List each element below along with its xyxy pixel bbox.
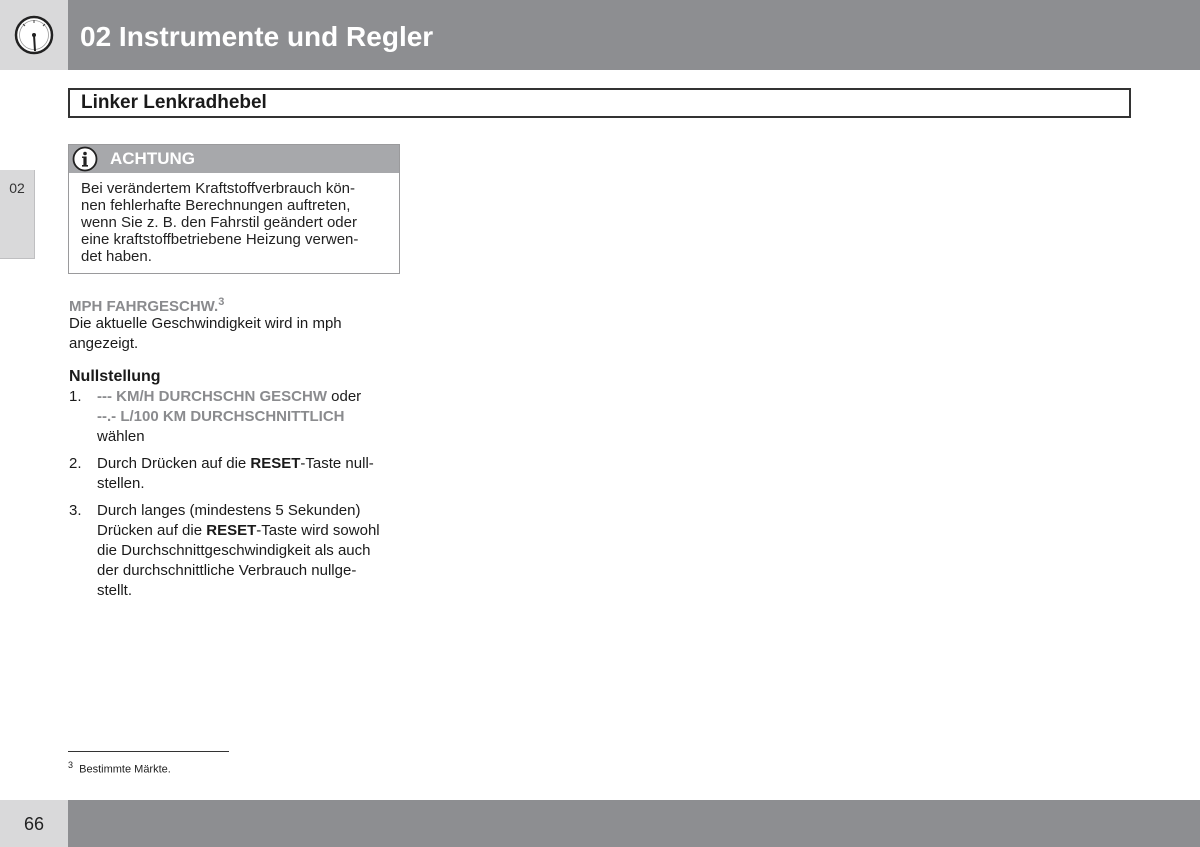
step-text: -Taste wird sowohl [256,522,380,539]
step-text: stellt. [97,582,133,599]
chapter-title: 02 Instrumente und Regler [80,21,434,52]
mph-description [69,314,389,354]
footnote-number: 3 [68,760,74,770]
step-text: stellen. [97,475,145,492]
step-text: -Taste null- [300,455,374,472]
section-heading: Linker Lenkradhebel [81,92,267,113]
warning-line: wenn Sie z. B. den Fahrstil geändert oder [81,214,357,231]
side-tab-label: 02 [9,180,25,196]
footnote-divider [68,751,229,752]
info-icon [72,146,98,172]
warning-title: ACHTUNG [110,149,195,168]
step-number: 2. [69,455,82,472]
list-item [69,501,404,601]
step-text: Durch langes (mindestens 5 Sekunden) [97,502,361,519]
warning-line: det haben. [81,248,152,265]
reset-key-label: RESET [206,522,257,539]
mph-desc-line: Die aktuelle Geschwindigkeit wird in mph [69,315,342,332]
step-text: Durch Drücken auf die [97,455,251,472]
step-text: oder [326,388,362,405]
list-item [69,454,404,494]
reset-key-label: RESET [250,455,301,472]
warning-header [69,145,399,173]
mph-desc-line: angezeigt. [69,335,139,352]
warning-line: Bei verändertem Kraftstoffverbrauch kön- [81,180,356,197]
step-text: die Durchschnittgeschwindigkeit als auch [97,542,371,559]
chapter-header [68,0,1200,70]
page-number-box [0,800,68,847]
footer-bar [68,800,1200,847]
footnote [68,758,171,777]
reset-steps-list [69,387,404,608]
step-text: der durchschnittliche Verbrauch nullge- [97,562,357,579]
step-number: 1. [69,388,82,405]
warning-line: eine kraftstoffbetriebene Heizung verwen- [81,231,359,248]
warning-line: nen fehlerhafte Berechnungen auftreten, [81,197,351,214]
mph-heading-text: MPH FAHRGESCHW. [69,298,219,315]
footnote-text: Bestimmte Märkte. [79,763,171,776]
list-item [69,387,404,447]
footnote-reference: 3 [218,296,225,308]
gauge-icon [14,15,54,55]
step-number: 3. [69,502,82,519]
warning-box [68,144,400,274]
display-option-speed: --- KM/H DURCHSCHN GESCHW [97,388,327,405]
display-option-consumption: --.- L/100 KM DURCHSCHNITTLICH [97,408,345,425]
section-heading-box [68,88,1131,118]
step-text: wählen [97,428,145,445]
step-text: Drücken auf die [97,522,207,539]
chapter-icon-box [0,0,68,70]
chapter-side-tab [0,170,35,259]
page-number: 66 [23,814,45,834]
reset-heading: Nullstellung [69,368,161,385]
warning-text [81,180,386,265]
